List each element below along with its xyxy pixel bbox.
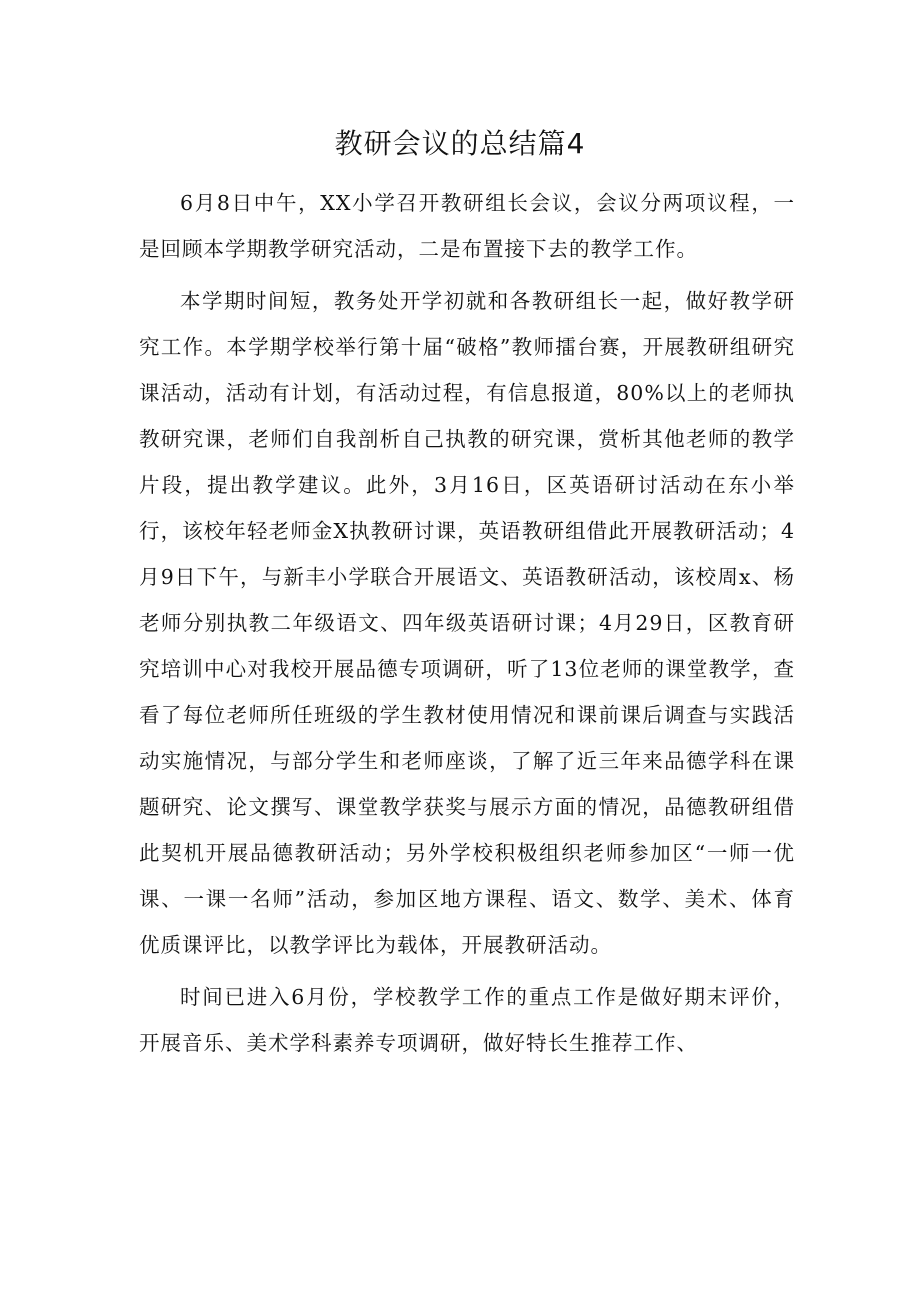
paragraph-semester-activities: 本学期时间短，教务处开学初就和各教研组长一起，做好教学研究工作。本学期学校举行第十届“破格”教师擂台赛，开展教研组研究课活动，活动有计划，有活动过程，有信息报道，80%以上的老师执教研究课，老师们自我剖析自己执教的研究课，赏析其他老师的教学片段，提出教学建议。此外，3月16日，区英语研讨活动在东小举行，该校年轻老师金X执教研讨课，英语教研组借此开展教研活动；4月9日下午，与新丰小学联合开展语文、英语教研活动，该校周x、杨老师分别执教二年级语文、四年级英语研讨课；4月29日，区教育研究培训中心对我校开展品德专项调研，听了13位老师的课堂教学，查看了每位老师所任班级的学生教材使用情况和课前课后调查与实践活动实施情况，与部分学生和老师座谈，了解了近三年来品德学科在课题研究、论文撰写、课堂教学获奖与展示方面的情况，品德教研组借此契机开展品德教研活动；另外学校积极组织老师参加区“一师一优课、一课一名师”活动，参加区地方课程、语文、数学、美术、体育优质课评比，以教学评比为载体，开展教研活动。 <box>139 289 795 957</box>
document-body <box>139 180 795 1066</box>
document-title: 教研会议的总结篇4 <box>334 127 586 160</box>
paragraph-meeting-intro: 6月8日中午，XX小学召开教研组长会议，会议分两项议程，一是回顾本学期教学研究活动，二是布置接下去的教学工作。 <box>139 191 795 261</box>
paragraph-june-work: 时间已进入6月份，学校教学工作的重点工作是做好期末评价，开展音乐、美术学科素养专项调研，做好特长生推荐工作、 <box>139 985 795 1055</box>
